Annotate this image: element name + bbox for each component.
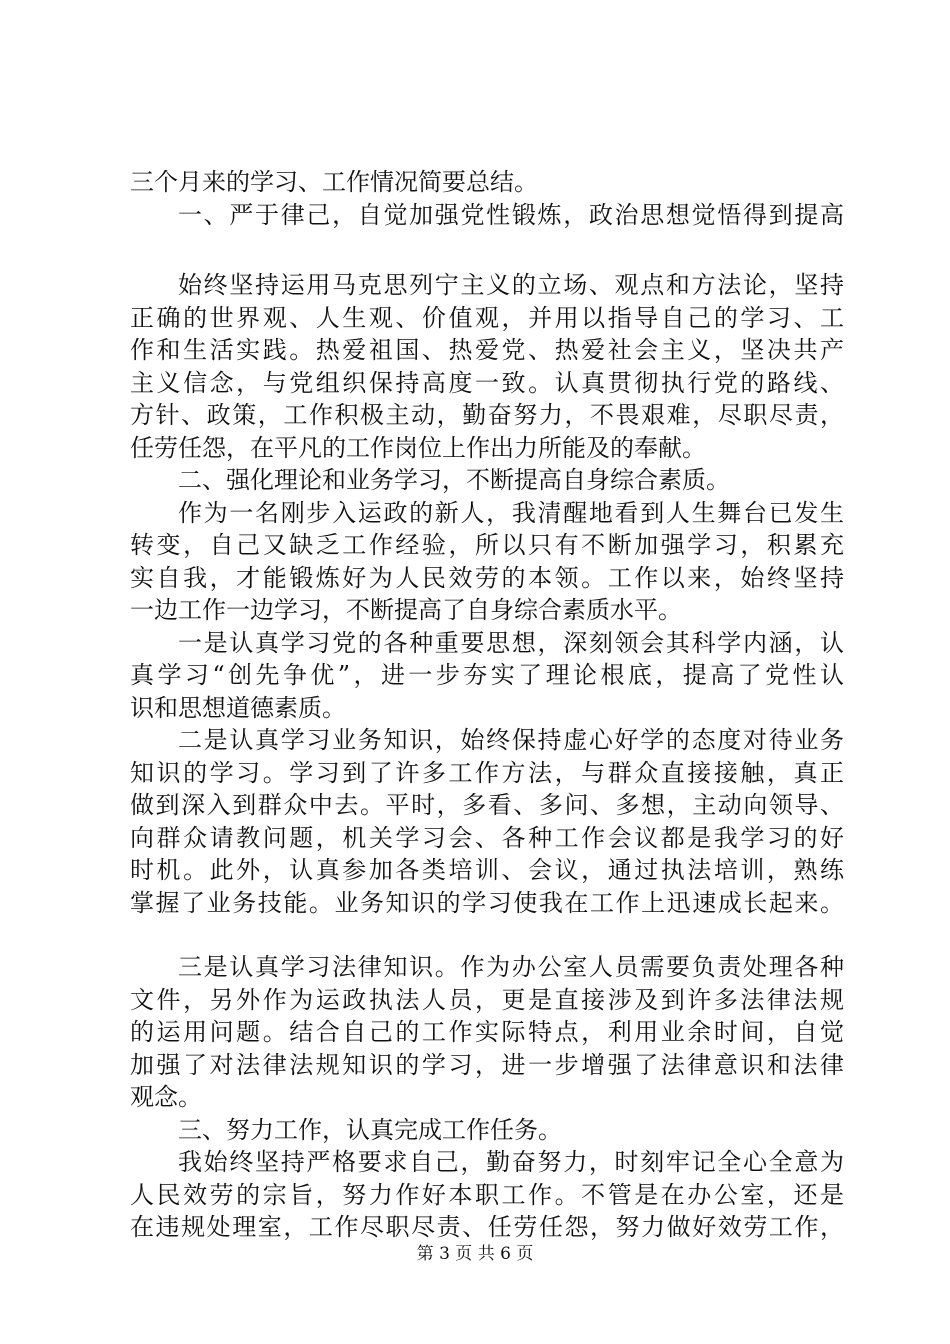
text-line: 二是认真学习业务知识，始终保持虚心好学的态度对待业务	[178, 726, 844, 754]
text-line: 转变，自己又缺乏工作经验，所以只有不断加强学习，积累充	[130, 531, 844, 559]
text-line: 识和思想道德素质。	[130, 693, 346, 722]
document-body	[130, 166, 844, 1244]
text-line: 向群众请教问题，机关学习会、各种工作会议都是我学习的好	[130, 823, 844, 852]
text-line: 实自我，才能锻炼好为人民效劳的本领。工作以来，始终坚持	[130, 563, 844, 592]
text-line: 作和生活实践。热爱祖国、热爱党、热爱社会主义，坚决共产	[130, 336, 844, 364]
text-line: 做到深入到群众中去。平时，多看、多问、多想，主动向领导、	[130, 791, 844, 819]
text-line: 一边工作一边学习，不断提高了自身综合素质水平。	[130, 596, 682, 624]
text-line: 观念。	[130, 1083, 202, 1111]
text-line: 时机。此外，认真参加各类培训、会议，通过执法培训，熟练	[130, 856, 844, 884]
text-line: 方针、政策，工作积极主动，勤奋努力，不畏艰难，尽职尽责，	[130, 401, 844, 429]
text-line: 真学习“创先争优”，进一步夯实了理论根底，提高了党性认	[130, 661, 844, 689]
text-line: 始终坚持运用马克思列宁主义的立场、观点和方法论，坚持	[178, 271, 844, 299]
section-heading: 一、严于律己，自觉加强党性锻炼，政治思想觉悟得到提高	[178, 200, 844, 229]
text-line: 的运用问题。结合自己的工作实际特点，利用业余时间，自觉	[130, 1018, 844, 1046]
text-line: 我始终坚持严格要求自己，勤奋努力，时刻牢记全心全意为	[178, 1148, 844, 1176]
text-line: 三个月来的学习、工作情况简要总结。	[130, 168, 538, 196]
section-heading: 三、努力工作，认真完成工作任务。	[178, 1115, 562, 1144]
text-line: 一是认真学习党的各种重要思想，深刻领会其科学内涵，认	[178, 628, 844, 657]
text-line: 主义信念，与党组织保持高度一致。认真贯彻执行党的路线、	[130, 368, 844, 397]
page-number: 第 3 页 共 6 页	[416, 1244, 534, 1264]
text-line: 加强了对法律法规知识的学习，进一步增强了法律意识和法律	[130, 1050, 844, 1079]
blank-line	[130, 919, 844, 951]
blank-line	[130, 231, 844, 269]
text-line: 作为一名刚步入运政的新人，我清醒地看到人生舞台已发生	[178, 498, 844, 527]
section-heading: 二、强化理论和业务学习，不断提高自身综合素质。	[178, 466, 730, 494]
text-line: 知识的学习。学习到了许多工作方法，与群众直接接触，真正	[130, 758, 844, 787]
text-line: 正确的世界观、人生观、价值观，并用以指导自己的学习、工	[130, 303, 844, 332]
text-line: 掌握了业务技能。业务知识的学习使我在工作上迅速成长起来。	[130, 888, 844, 917]
text-line: 在违规处理室，工作尽职尽责、任劳任怨，努力做好效劳工作，	[130, 1213, 844, 1241]
text-line: 人民效劳的宗旨，努力作好本职工作。不管是在办公室，还是	[130, 1180, 844, 1209]
text-line: 三是认真学习法律知识。作为办公室人员需要负责处理各种	[178, 953, 844, 981]
text-line: 文件，另外作为运政执法人员，更是直接涉及到许多法律法规	[130, 985, 844, 1014]
text-line: 任劳任怨，在平凡的工作岗位上作出力所能及的奉献。	[130, 433, 706, 462]
